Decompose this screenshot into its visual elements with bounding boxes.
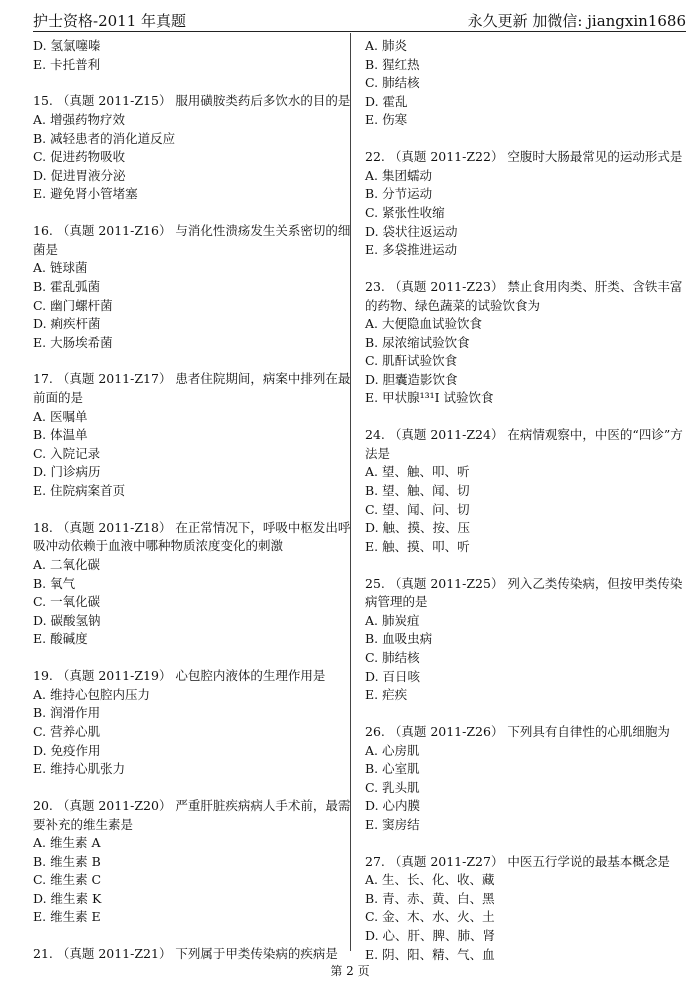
answer-option: C. 肺结核 bbox=[365, 649, 420, 665]
answer-option: C. 一氧化碳 bbox=[33, 594, 101, 610]
answer-option: C. 肌酐试验饮食 bbox=[365, 353, 458, 369]
answer-option: D. 胆囊造影饮食 bbox=[365, 371, 458, 387]
page-header bbox=[33, 6, 686, 34]
answer-option: E. 多袋推进运动 bbox=[365, 242, 458, 258]
question-text: 前面的是 bbox=[33, 390, 84, 406]
answer-option: B. 霍乱弧菌 bbox=[33, 278, 101, 294]
spacer bbox=[33, 74, 343, 92]
spacer bbox=[365, 705, 675, 723]
answer-option: D. 触、摸、按、压 bbox=[365, 520, 471, 536]
answer-option: A. 二氧化碳 bbox=[33, 557, 100, 572]
answer-option: B. 青、赤、黄、白、黑 bbox=[365, 890, 495, 906]
answer-option: C. 望、闻、问、切 bbox=[365, 501, 470, 517]
answer-option: D. 袋状往返运动 bbox=[365, 223, 458, 239]
answer-option: A. 医嘱单 bbox=[33, 408, 88, 424]
question-text: 23. （真题 2011-Z23） 禁止食用肉类、肝类、含铁丰富 bbox=[365, 278, 683, 294]
answer-option: A. 肺炎 bbox=[365, 38, 407, 53]
answer-option: A. 维生素 A bbox=[33, 835, 101, 851]
answer-option: E. 维持心肌张力 bbox=[33, 761, 126, 777]
question-text: 15. （真题 2011-Z15） 服用磺胺类药后多饮水的目的是 bbox=[33, 93, 351, 109]
answer-option: E. 住院病案首页 bbox=[33, 483, 126, 499]
answer-option: B. 心室肌 bbox=[365, 761, 420, 777]
question-text: 25. （真题 2011-Z25） 列入乙类传染病，但按甲类传染 bbox=[365, 575, 683, 591]
question-text: 要补充的维生素是 bbox=[33, 816, 134, 832]
answer-option: A. 肺炭疽 bbox=[365, 612, 420, 628]
question-text: 19. （真题 2011-Z19） 心包腔内液体的生理作用是 bbox=[33, 668, 326, 684]
answer-option: D. 百日咳 bbox=[365, 668, 421, 684]
answer-option: C. 肺结核 bbox=[365, 75, 420, 91]
question-text: 27. （真题 2011-Z27） 中医五行学说的最基本概念是 bbox=[365, 853, 670, 869]
spacer bbox=[33, 649, 343, 667]
answer-option: B. 体温单 bbox=[33, 427, 88, 443]
answer-option: D. 维生素 K bbox=[33, 890, 102, 906]
answer-option: A. 生、长、化、收、藏 bbox=[365, 872, 495, 888]
answer-option: A. 望、触、叩、听 bbox=[365, 464, 470, 480]
spacer bbox=[33, 204, 343, 222]
answer-option: E. 窦房结 bbox=[365, 816, 420, 832]
answer-option: A. 增强药物疗效 bbox=[33, 111, 125, 127]
answer-option: E. 疟疾 bbox=[365, 687, 408, 703]
answer-option: E. 阴、阳、精、气、血 bbox=[365, 946, 495, 962]
answer-option: C. 乳头肌 bbox=[365, 779, 420, 795]
answer-option: C. 营养心肌 bbox=[33, 723, 101, 739]
question-text: 26. （真题 2011-Z26） 下列具有自律性的心肌细胞为 bbox=[365, 723, 670, 739]
answer-option: A. 集团蠕动 bbox=[365, 167, 432, 183]
spacer bbox=[365, 130, 675, 148]
answer-option: E. 伤寒 bbox=[365, 112, 408, 128]
answer-option: D. 免疫作用 bbox=[33, 742, 101, 758]
question-text: 17. （真题 2011-Z17） 患者住院期间，病案中排列在最 bbox=[33, 371, 351, 387]
answer-option: D. 痢疾杆菌 bbox=[33, 316, 101, 332]
answer-option: C. 维生素 C bbox=[33, 872, 102, 888]
answer-option: A. 链球菌 bbox=[33, 260, 88, 276]
answer-option: B. 分节运动 bbox=[365, 186, 433, 202]
answer-option: D. 霍乱 bbox=[365, 93, 408, 109]
answer-option: B. 氧气 bbox=[33, 575, 76, 591]
question-text: 24. （真题 2011-Z24） 在病情观察中，中医的“四诊”方 bbox=[365, 427, 683, 443]
left-column bbox=[33, 37, 351, 964]
answer-option: D. 心内膜 bbox=[365, 798, 421, 814]
spacer bbox=[33, 501, 343, 519]
answer-option: C. 幽门螺杆菌 bbox=[33, 297, 113, 313]
answer-option: D. 促进胃液分泌 bbox=[33, 167, 126, 183]
question-text: 病管理的是 bbox=[365, 594, 428, 610]
answer-option: C. 入院记录 bbox=[33, 445, 101, 461]
answer-option: C. 紧张性收缩 bbox=[365, 204, 445, 220]
spacer bbox=[365, 835, 675, 853]
question-text: 法是 bbox=[365, 445, 391, 461]
question-text: 吸冲动依赖于血液中哪种物质浓度变化的刺激 bbox=[33, 538, 284, 554]
spacer bbox=[33, 927, 343, 945]
answer-option: B. 猩红热 bbox=[365, 56, 420, 72]
spacer bbox=[365, 556, 675, 574]
answer-option: E. 维生素 E bbox=[33, 909, 101, 925]
question-text: 菌是 bbox=[33, 241, 59, 257]
question-text: 的药物、绿色蔬菜的试验饮食为 bbox=[365, 297, 541, 313]
answer-option: D. 碳酸氢钠 bbox=[33, 612, 101, 628]
header-rule bbox=[33, 31, 686, 32]
spacer bbox=[365, 260, 675, 278]
page-number: 第 2 页 bbox=[330, 964, 370, 978]
column-divider bbox=[350, 33, 351, 951]
answer-option: E. 避免肾小管堵塞 bbox=[33, 186, 138, 202]
right-column bbox=[365, 37, 683, 964]
answer-option: B. 减轻患者的消化道反应 bbox=[33, 130, 176, 146]
question-text: 22. （真题 2011-Z22） 空腹时大肠最常见的运动形式是 bbox=[365, 149, 683, 165]
answer-option: D. 门诊病历 bbox=[33, 464, 101, 480]
header-title: 护士资格-2011 年真题 bbox=[33, 12, 187, 30]
answer-option: B. 尿浓缩试验饮食 bbox=[365, 334, 470, 350]
spacer bbox=[33, 779, 343, 797]
answer-option: B. 望、触、闻、切 bbox=[365, 483, 470, 499]
answer-option: E. 酸碱度 bbox=[33, 631, 88, 647]
spacer bbox=[365, 408, 675, 426]
answer-option: A. 大便隐血试验饮食 bbox=[365, 316, 482, 332]
answer-option: B. 润滑作用 bbox=[33, 705, 101, 721]
answer-option: D. 心、肝、脾、肺、肾 bbox=[365, 928, 496, 944]
answer-option: A. 心房肌 bbox=[365, 742, 420, 758]
answer-option: D. 氢氯噻嗪 bbox=[33, 38, 101, 53]
answer-option: E. 大肠埃希菌 bbox=[33, 334, 113, 350]
question-text: 16. （真题 2011-Z16） 与消化性溃疡发生关系密切的细 bbox=[33, 223, 351, 239]
spacer bbox=[33, 352, 343, 370]
question-text: 21. （真题 2011-Z21） 下列属于甲类传染病的疾病是 bbox=[33, 946, 338, 962]
question-text: 18. （真题 2011-Z18） 在正常情况下，呼吸中枢发出呼 bbox=[33, 519, 351, 535]
answer-option: E. 卡托普利 bbox=[33, 56, 101, 72]
answer-option: C. 促进药物吸收 bbox=[33, 149, 126, 165]
answer-option: E. 甲状腺¹³¹I 试验饮食 bbox=[365, 390, 494, 406]
header-contact: 永久更新 加微信: jiangxin1686 bbox=[467, 12, 686, 30]
question-text: 20. （真题 2011-Z20） 严重肝脏疾病病人手术前，最需 bbox=[33, 797, 351, 813]
answer-option: C. 金、木、水、火、土 bbox=[365, 909, 495, 925]
answer-option: A. 维持心包腔内压力 bbox=[33, 686, 150, 702]
answer-option: B. 血吸虫病 bbox=[365, 631, 433, 647]
answer-option: B. 维生素 B bbox=[33, 853, 101, 869]
answer-option: E. 触、摸、叩、听 bbox=[365, 538, 470, 554]
